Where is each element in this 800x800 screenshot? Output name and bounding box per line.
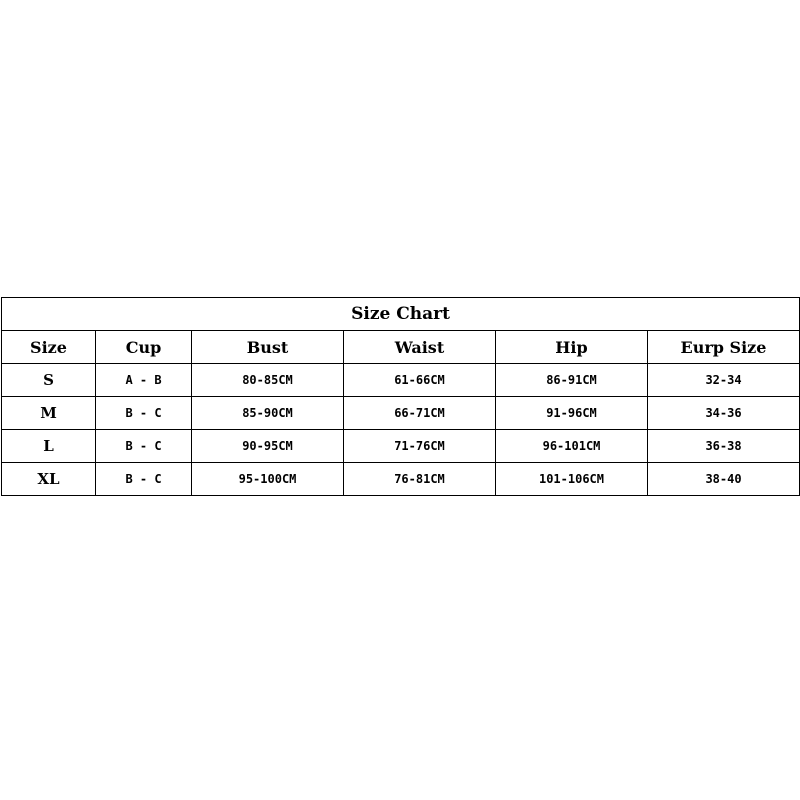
bust-cell: 95-100CM [192, 463, 344, 496]
waist-cell: 76-81CM [344, 463, 496, 496]
hip-cell: 91-96CM [496, 397, 648, 430]
header-row [2, 331, 800, 364]
size-cell: S [2, 364, 96, 397]
bust-cell: 90-95CM [192, 430, 344, 463]
table-row [2, 463, 800, 496]
size-cell: L [2, 430, 96, 463]
header-waist: Waist [344, 331, 496, 364]
bust-cell: 80-85CM [192, 364, 344, 397]
title-row [2, 298, 800, 331]
size-cell: M [2, 397, 96, 430]
table-row [2, 397, 800, 430]
eurp-size-cell: 36-38 [648, 430, 800, 463]
cup-cell: A - B [96, 364, 192, 397]
cup-cell: B - C [96, 397, 192, 430]
table-row [2, 364, 800, 397]
header-bust: Bust [192, 331, 344, 364]
waist-cell: 66-71CM [344, 397, 496, 430]
cup-cell: B - C [96, 463, 192, 496]
size-cell: XL [2, 463, 96, 496]
header-cup: Cup [96, 331, 192, 364]
header-hip: Hip [496, 331, 648, 364]
header-eurp-size: Eurp Size [648, 331, 800, 364]
eurp-size-cell: 32-34 [648, 364, 800, 397]
waist-cell: 61-66CM [344, 364, 496, 397]
size-chart-table [1, 297, 800, 496]
hip-cell: 101-106CM [496, 463, 648, 496]
waist-cell: 71-76CM [344, 430, 496, 463]
chart-title: Size Chart [2, 298, 800, 331]
bust-cell: 85-90CM [192, 397, 344, 430]
eurp-size-cell: 38-40 [648, 463, 800, 496]
eurp-size-cell: 34-36 [648, 397, 800, 430]
header-size: Size [2, 331, 96, 364]
table-row [2, 430, 800, 463]
hip-cell: 86-91CM [496, 364, 648, 397]
hip-cell: 96-101CM [496, 430, 648, 463]
cup-cell: B - C [96, 430, 192, 463]
